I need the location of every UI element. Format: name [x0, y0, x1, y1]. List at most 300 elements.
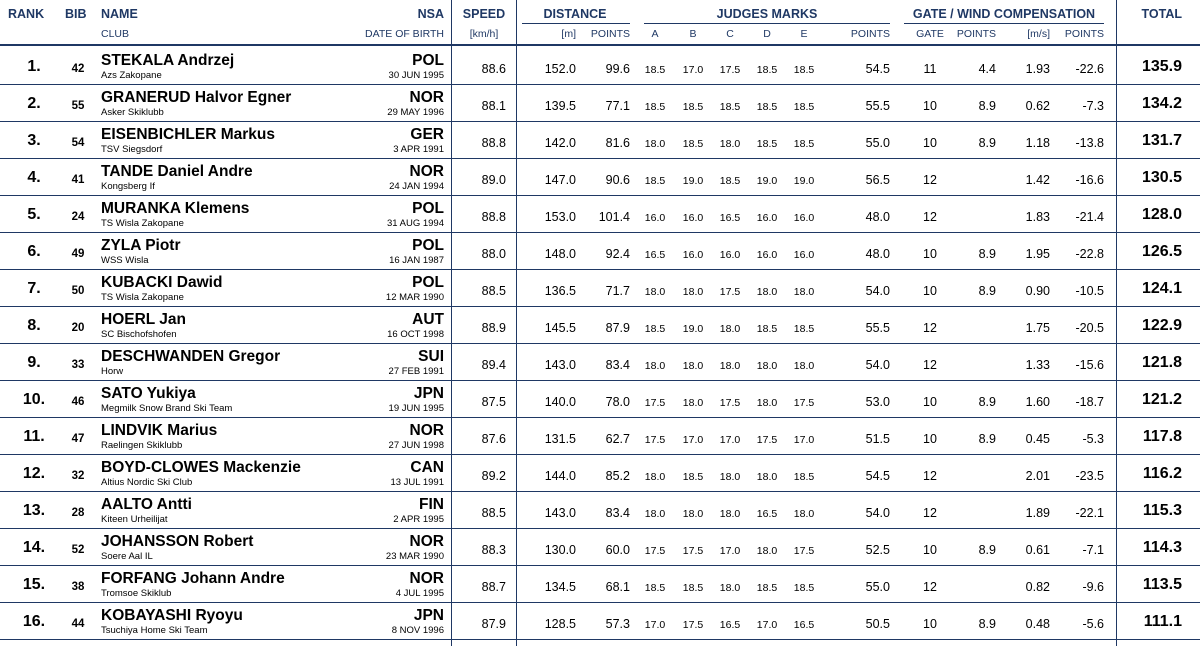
speed-cell: 88.7 — [481, 580, 506, 594]
col-gate-points: POINTS — [956, 28, 996, 40]
wind-points-cell: -21.4 — [1075, 210, 1104, 224]
col-bib-header: BIB — [65, 7, 87, 21]
judge-d-cell: 16.5 — [756, 508, 778, 520]
wind-cell: 0.62 — [1025, 99, 1050, 113]
gate-points-cell: 8.9 — [978, 99, 996, 113]
judge-a-cell: 18.5 — [644, 64, 666, 76]
rank-cell: 13. — [22, 502, 46, 519]
judge-c-cell: 16.5 — [719, 619, 741, 631]
distance-points-cell: 85.2 — [605, 469, 630, 483]
gate-cell: 10 — [923, 543, 937, 557]
col-judges-header: JUDGES MARKS — [716, 7, 818, 21]
wind-cell: 0.61 — [1025, 543, 1050, 557]
col-dob-header: DATE OF BIRTH — [365, 28, 444, 40]
wind-cell: 1.75 — [1025, 321, 1050, 335]
athlete-name: AALTO Antti — [101, 496, 192, 513]
gate-cell: 12 — [923, 580, 937, 594]
distance-points-cell: 92.4 — [605, 247, 630, 261]
judges-points-cell: 55.0 — [865, 580, 890, 594]
gate-cell: 12 — [923, 358, 937, 372]
total-cell: 117.8 — [1142, 428, 1182, 445]
judge-e-cell: 17.0 — [793, 434, 815, 446]
judges-points-cell: 48.0 — [865, 210, 890, 224]
judge-e-cell: 17.5 — [793, 397, 815, 409]
athlete-club: Kongsberg If — [101, 181, 155, 192]
bib-cell: 20 — [71, 322, 85, 334]
judge-a-cell: 17.5 — [644, 434, 666, 446]
athlete-name: MURANKA Klemens — [101, 200, 250, 217]
judge-b-cell: 18.5 — [682, 101, 704, 113]
nsa-cell: JPN — [413, 607, 444, 624]
athlete-name: TANDE Daniel Andre — [101, 163, 253, 180]
wind-points-cell: -13.8 — [1075, 136, 1104, 150]
dob-cell: 16 OCT 1998 — [387, 329, 444, 340]
distance-points-cell: 87.9 — [605, 321, 630, 335]
rank-cell: 15. — [22, 576, 46, 593]
wind-points-cell: -7.1 — [1082, 543, 1104, 557]
judge-c-cell: 18.0 — [719, 360, 741, 372]
rank-cell: 3. — [27, 132, 41, 149]
total-cell: 114.3 — [1142, 539, 1182, 556]
judges-points-cell: 48.0 — [865, 247, 890, 261]
athlete-club: Tromsoe Skiklub — [101, 588, 172, 599]
wind-points-cell: -23.5 — [1075, 469, 1104, 483]
nsa-cell: NOR — [409, 570, 444, 587]
nsa-cell: CAN — [410, 459, 444, 476]
distance-cell: 153.0 — [544, 210, 576, 224]
distance-cell: 130.0 — [544, 543, 576, 557]
distance-cell: 136.5 — [544, 284, 576, 298]
distance-points-cell: 99.6 — [605, 62, 630, 76]
col-wind-points: POINTS — [1064, 28, 1104, 40]
judge-d-cell: 19.0 — [756, 175, 778, 187]
bib-cell: 42 — [71, 63, 85, 75]
wind-cell: 1.60 — [1025, 395, 1050, 409]
judge-e-cell: 18.5 — [793, 101, 815, 113]
athlete-name: DESCHWANDEN Gregor — [101, 348, 281, 365]
judge-a-cell: 18.0 — [644, 471, 666, 483]
judge-e-cell: 18.5 — [793, 138, 815, 150]
distance-cell: 144.0 — [544, 469, 576, 483]
speed-cell: 89.0 — [481, 173, 506, 187]
wind-cell: 0.90 — [1025, 284, 1050, 298]
judge-a-cell: 17.5 — [644, 397, 666, 409]
bib-cell: 38 — [71, 581, 85, 593]
gatewind-underline — [904, 23, 1104, 24]
table-row — [0, 196, 1200, 233]
athlete-name: STEKALA Andrzej — [101, 52, 235, 69]
distance-cell: 131.5 — [544, 432, 576, 446]
table-row — [0, 418, 1200, 455]
distance-cell: 145.5 — [544, 321, 576, 335]
col-club-header: CLUB — [101, 28, 130, 40]
judge-c-cell: 17.0 — [719, 434, 741, 446]
speed-cell: 88.5 — [481, 284, 506, 298]
wind-points-cell: -16.6 — [1075, 173, 1104, 187]
gate-points-cell: 8.9 — [978, 136, 996, 150]
gate-points-cell: 8.9 — [978, 432, 996, 446]
gate-cell: 10 — [923, 247, 937, 261]
judge-c-cell: 18.0 — [719, 323, 741, 335]
dob-cell: 24 JAN 1994 — [389, 181, 444, 192]
distance-cell: 139.5 — [544, 99, 576, 113]
nsa-cell: POL — [412, 237, 444, 254]
judge-b-cell: 19.0 — [682, 175, 704, 187]
total-cell: 111.1 — [1143, 613, 1182, 630]
results-header — [0, 0, 1200, 48]
gate-cell: 11 — [923, 62, 937, 76]
rank-cell: 4. — [27, 169, 41, 186]
col-judge-b: B — [689, 28, 697, 40]
nsa-cell: FIN — [419, 496, 444, 513]
table-row — [0, 492, 1200, 529]
rank-cell: 12. — [22, 465, 46, 482]
athlete-club: Raelingen Skiklubb — [101, 440, 183, 451]
judge-d-cell: 18.0 — [756, 286, 778, 298]
athlete-club: Horw — [101, 366, 124, 377]
rank-cell: 14. — [22, 539, 46, 556]
table-row — [0, 381, 1200, 418]
distance-points-cell: 81.6 — [605, 136, 630, 150]
athlete-club: Altius Nordic Ski Club — [101, 477, 193, 488]
distance-cell: 143.0 — [544, 358, 576, 372]
bib-cell: 24 — [71, 211, 85, 223]
speed-cell: 88.3 — [481, 543, 506, 557]
col-judges-points: POINTS — [850, 28, 890, 40]
speed-cell: 88.6 — [481, 62, 506, 76]
total-cell: 131.7 — [1141, 132, 1182, 149]
table-row — [0, 344, 1200, 381]
col-name-header: NAME — [101, 7, 138, 21]
nsa-cell: POL — [412, 200, 444, 217]
athlete-club: TS Wisla Zakopane — [101, 292, 184, 303]
judge-d-cell: 17.0 — [756, 619, 778, 631]
speed-cell: 89.2 — [481, 469, 506, 483]
judge-e-cell: 16.0 — [793, 212, 815, 224]
judge-c-cell: 18.5 — [719, 101, 741, 113]
table-row — [0, 270, 1200, 307]
total-cell: 113.5 — [1142, 576, 1182, 593]
gate-cell: 10 — [923, 136, 937, 150]
wind-cell: 1.89 — [1025, 506, 1050, 520]
col-total-header: TOTAL — [1141, 7, 1182, 21]
judge-b-cell: 18.0 — [682, 286, 704, 298]
judge-d-cell: 16.0 — [756, 249, 778, 261]
rank-cell: 6. — [27, 243, 41, 260]
distance-cell: 152.0 — [544, 62, 576, 76]
judges-points-cell: 55.5 — [865, 99, 890, 113]
bib-cell: 52 — [71, 544, 85, 556]
distance-points-cell: 78.0 — [605, 395, 630, 409]
judges-points-cell: 54.5 — [865, 62, 890, 76]
speed-cell: 88.5 — [481, 506, 506, 520]
gate-points-cell: 8.9 — [978, 284, 996, 298]
judges-points-cell: 50.5 — [865, 617, 890, 631]
judge-e-cell: 18.0 — [793, 360, 815, 372]
gate-cell: 10 — [923, 284, 937, 298]
athlete-name: JOHANSSON Robert — [101, 533, 254, 550]
judge-d-cell: 16.0 — [756, 212, 778, 224]
distance-points-cell: 68.1 — [605, 580, 630, 594]
judge-b-cell: 16.0 — [682, 249, 704, 261]
judge-a-cell: 17.0 — [644, 619, 666, 631]
judge-c-cell: 17.5 — [719, 397, 741, 409]
gate-cell: 10 — [923, 395, 937, 409]
total-cell: 130.5 — [1141, 169, 1182, 186]
judge-b-cell: 17.5 — [682, 545, 704, 557]
judge-e-cell: 16.5 — [793, 619, 815, 631]
athlete-name: EISENBICHLER Markus — [101, 126, 275, 143]
wind-points-cell: -5.6 — [1082, 617, 1104, 631]
wind-points-cell: -20.5 — [1075, 321, 1104, 335]
judge-c-cell: 18.0 — [719, 582, 741, 594]
rank-cell: 2. — [27, 95, 41, 112]
col-dist-m: [m] — [561, 28, 576, 40]
gate-cell: 12 — [923, 173, 937, 187]
rank-cell: 5. — [27, 206, 41, 223]
gate-cell: 12 — [923, 210, 937, 224]
bib-cell: 33 — [71, 359, 85, 371]
dob-cell: 8 NOV 1996 — [391, 625, 444, 636]
athlete-club: SC Bischofshofen — [101, 329, 177, 340]
judge-e-cell: 18.5 — [793, 471, 815, 483]
col-judge-a: A — [651, 28, 659, 40]
judge-a-cell: 18.5 — [644, 101, 666, 113]
wind-points-cell: -9.6 — [1082, 580, 1104, 594]
rank-cell: 8. — [27, 317, 41, 334]
table-row — [0, 455, 1200, 492]
bib-cell: 44 — [71, 618, 85, 630]
rank-cell: 9. — [27, 354, 41, 371]
total-cell: 115.3 — [1142, 502, 1182, 519]
col-judge-d: D — [763, 28, 771, 40]
dob-cell: 3 APR 1991 — [393, 144, 444, 155]
athlete-name: BOYD-CLOWES Mackenzie — [101, 459, 301, 476]
judges-points-cell: 55.5 — [865, 321, 890, 335]
distance-cell: 134.5 — [544, 580, 576, 594]
athlete-club: TS Wisla Zakopane — [101, 218, 184, 229]
judge-c-cell: 16.5 — [719, 212, 741, 224]
speed-cell: 88.0 — [481, 247, 506, 261]
wind-cell: 0.48 — [1025, 617, 1050, 631]
judge-a-cell: 18.0 — [644, 360, 666, 372]
athlete-name: HOERL Jan — [101, 311, 186, 328]
nsa-cell: NOR — [409, 89, 444, 106]
dob-cell: 27 JUN 1998 — [388, 440, 444, 451]
col-nsa-header: NSA — [417, 7, 444, 21]
total-cell: 121.2 — [1141, 391, 1182, 408]
col-wind-ms: [m/s] — [1027, 28, 1050, 40]
bib-cell: 41 — [71, 174, 85, 186]
judge-b-cell: 18.0 — [682, 360, 704, 372]
distance-cell: 143.0 — [544, 506, 576, 520]
nsa-cell: JPN — [413, 385, 444, 402]
judge-a-cell: 16.5 — [644, 249, 666, 261]
gate-cell: 10 — [923, 432, 937, 446]
table-row — [0, 603, 1200, 640]
distance-points-cell: 71.7 — [605, 284, 630, 298]
bib-cell: 32 — [71, 470, 85, 482]
judge-d-cell: 18.5 — [756, 138, 778, 150]
total-cell: 128.0 — [1141, 206, 1182, 223]
total-cell: 121.8 — [1141, 354, 1182, 371]
judge-a-cell: 18.5 — [644, 175, 666, 187]
judges-points-cell: 55.0 — [865, 136, 890, 150]
wind-points-cell: -18.7 — [1075, 395, 1104, 409]
rank-cell: 10. — [22, 391, 46, 408]
judge-a-cell: 16.0 — [644, 212, 666, 224]
judge-b-cell: 18.5 — [682, 471, 704, 483]
gate-points-cell: 8.9 — [978, 395, 996, 409]
judge-c-cell: 18.0 — [719, 138, 741, 150]
judge-d-cell: 18.5 — [756, 582, 778, 594]
judge-b-cell: 18.0 — [682, 508, 704, 520]
bib-cell: 49 — [71, 248, 85, 260]
table-row — [0, 566, 1200, 603]
distance-cell: 148.0 — [544, 247, 576, 261]
judge-c-cell: 18.5 — [719, 175, 741, 187]
wind-cell: 0.82 — [1025, 580, 1050, 594]
speed-cell: 89.4 — [481, 358, 506, 372]
judge-d-cell: 18.0 — [756, 471, 778, 483]
rank-cell: 11. — [23, 428, 45, 445]
wind-points-cell: -15.6 — [1075, 358, 1104, 372]
athlete-name: GRANERUD Halvor Egner — [101, 89, 292, 106]
distance-points-cell: 60.0 — [605, 543, 630, 557]
wind-points-cell: -7.3 — [1082, 99, 1104, 113]
gate-points-cell: 8.9 — [978, 617, 996, 631]
judge-d-cell: 18.0 — [756, 360, 778, 372]
distance-points-cell: 83.4 — [605, 506, 630, 520]
table-row — [0, 85, 1200, 122]
judges-points-cell: 54.0 — [865, 284, 890, 298]
judge-b-cell: 16.0 — [682, 212, 704, 224]
judge-a-cell: 18.0 — [644, 508, 666, 520]
total-cell: 116.2 — [1142, 465, 1182, 482]
judge-a-cell: 18.5 — [644, 323, 666, 335]
bib-cell: 46 — [71, 396, 85, 408]
col-judge-c: C — [726, 28, 734, 40]
wind-cell: 1.33 — [1025, 358, 1050, 372]
judge-d-cell: 18.5 — [756, 101, 778, 113]
athlete-club: WSS Wisla — [101, 255, 149, 266]
athlete-club: Soere Aal IL — [101, 551, 153, 562]
judges-underline — [644, 23, 890, 24]
distance-cell: 128.5 — [544, 617, 576, 631]
total-cell: 135.9 — [1141, 58, 1182, 75]
wind-cell: 1.95 — [1025, 247, 1050, 261]
bib-cell: 54 — [71, 137, 85, 149]
col-judge-e: E — [800, 28, 808, 40]
gate-points-cell: 8.9 — [978, 543, 996, 557]
dob-cell: 12 MAR 1990 — [385, 292, 444, 303]
judges-points-cell: 54.0 — [865, 506, 890, 520]
judges-points-cell: 51.5 — [865, 432, 890, 446]
athlete-name: KOBAYASHI Ryoyu — [101, 607, 243, 624]
judge-b-cell: 17.0 — [682, 64, 704, 76]
col-speed-unit: [km/h] — [469, 28, 499, 40]
gate-cell: 12 — [923, 469, 937, 483]
nsa-cell: AUT — [412, 311, 444, 328]
judge-c-cell: 18.0 — [719, 471, 741, 483]
gate-cell: 10 — [923, 617, 937, 631]
wind-cell: 1.83 — [1025, 210, 1050, 224]
dob-cell: 27 FEB 1991 — [388, 366, 444, 377]
speed-cell: 88.1 — [481, 99, 506, 113]
judge-c-cell: 17.5 — [719, 64, 741, 76]
judge-b-cell: 17.5 — [682, 619, 704, 631]
col-dist-points: POINTS — [590, 28, 630, 40]
distance-points-cell: 83.4 — [605, 358, 630, 372]
distance-points-cell: 77.1 — [605, 99, 630, 113]
athlete-club: Asker Skiklubb — [101, 107, 164, 118]
gate-cell: 10 — [923, 99, 937, 113]
wind-cell: 2.01 — [1025, 469, 1050, 483]
athlete-club: Tsuchiya Home Ski Team — [101, 625, 208, 636]
speed-cell: 87.5 — [481, 395, 506, 409]
judge-e-cell: 19.0 — [793, 175, 815, 187]
total-cell: 122.9 — [1141, 317, 1182, 334]
gate-points-cell: 4.4 — [978, 62, 996, 76]
athlete-name: KUBACKI Dawid — [101, 274, 223, 291]
judge-a-cell: 18.5 — [644, 582, 666, 594]
col-rank-header: RANK — [8, 7, 45, 21]
wind-points-cell: -10.5 — [1075, 284, 1104, 298]
judge-d-cell: 18.5 — [756, 323, 778, 335]
distance-cell: 140.0 — [544, 395, 576, 409]
judges-points-cell: 53.0 — [865, 395, 890, 409]
table-row — [0, 122, 1200, 159]
wind-cell: 1.18 — [1025, 136, 1050, 150]
wind-cell: 0.45 — [1025, 432, 1050, 446]
judge-e-cell: 18.0 — [793, 508, 815, 520]
dob-cell: 13 JUL 1991 — [390, 477, 444, 488]
judge-e-cell: 17.5 — [793, 545, 815, 557]
judges-points-cell: 54.0 — [865, 358, 890, 372]
nsa-cell: NOR — [409, 163, 444, 180]
rank-cell: 16. — [22, 613, 46, 630]
wind-points-cell: -22.8 — [1075, 247, 1104, 261]
nsa-cell: SUI — [418, 348, 444, 365]
nsa-cell: GER — [410, 126, 444, 143]
judges-points-cell: 52.5 — [865, 543, 890, 557]
judge-b-cell: 18.5 — [682, 138, 704, 150]
judges-points-cell: 56.5 — [865, 173, 890, 187]
distance-points-cell: 90.6 — [605, 173, 630, 187]
gate-cell: 12 — [923, 506, 937, 520]
judge-c-cell: 17.0 — [719, 545, 741, 557]
judge-e-cell: 18.5 — [793, 323, 815, 335]
total-cell: 124.1 — [1141, 280, 1182, 297]
judge-d-cell: 17.5 — [756, 434, 778, 446]
speed-cell: 88.8 — [481, 210, 506, 224]
dob-cell: 30 JUN 1995 — [388, 70, 444, 81]
judge-a-cell: 18.0 — [644, 286, 666, 298]
athlete-club: TSV Siegsdorf — [101, 144, 163, 155]
speed-cell: 88.9 — [481, 321, 506, 335]
col-gate: GATE — [916, 28, 944, 40]
table-row — [0, 529, 1200, 566]
judge-d-cell: 18.5 — [756, 64, 778, 76]
wind-cell: 1.42 — [1025, 173, 1050, 187]
wind-points-cell: -5.3 — [1082, 432, 1104, 446]
row-divider — [0, 639, 1200, 640]
judge-a-cell: 17.5 — [644, 545, 666, 557]
wind-points-cell: -22.6 — [1075, 62, 1104, 76]
gate-points-cell: 8.9 — [978, 247, 996, 261]
athlete-name: LINDVIK Marius — [101, 422, 218, 439]
athlete-name: FORFANG Johann Andre — [101, 570, 285, 587]
